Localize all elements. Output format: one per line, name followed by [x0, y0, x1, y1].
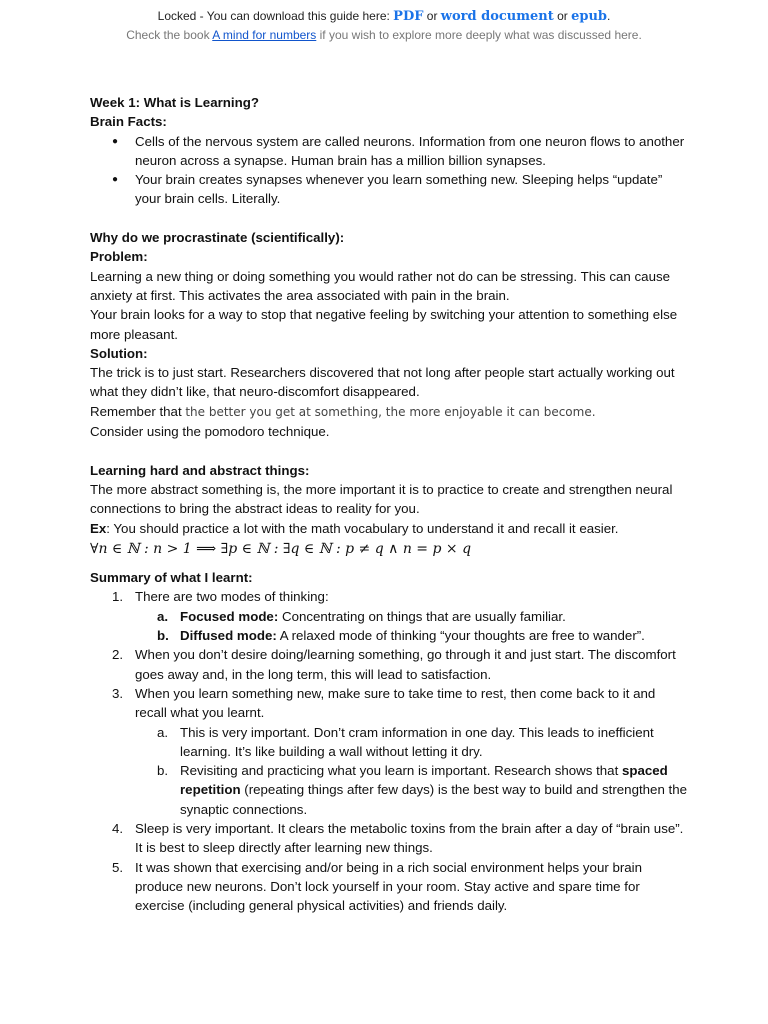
focused-mode-text: Concentrating on things that are usually familiar. [278, 608, 566, 624]
list-item-text: Sleep is very important. It clears the metabolic toxins from the brain after a day of “brain use”. It is best to sleep directly after learning new things. [135, 820, 684, 856]
or-text: or [553, 9, 572, 23]
solution-paragraph: The trick is to just start. Researchers discovered that not long after people start actually working out what they didn’t like, that neuro-discomfort disappeared. [90, 365, 675, 400]
sub-list-item [135, 626, 690, 645]
book-prefix: Check the book [126, 28, 213, 42]
example-line [90, 519, 690, 538]
pdf-link[interactable]: PDF [393, 9, 424, 24]
list-marker: a. [157, 608, 169, 624]
focused-mode-label: Focused mode: [180, 608, 279, 624]
list-marker: 2. [112, 647, 124, 663]
sub-list-item [135, 607, 690, 626]
sub-list-item [135, 761, 690, 819]
week-title: Week 1: What is Learning? [90, 95, 259, 110]
abstract-heading: Learning hard and abstract things: [90, 462, 310, 478]
sub-list [135, 607, 690, 646]
remember-prefix: Remember that [90, 403, 186, 419]
list-marker: 3. [112, 685, 124, 701]
list-item: ● Cells of the nervous system are called neurons. Information from one neuron flows to another neuron across a synapse. Human brain has a million billion synapses. [90, 132, 690, 171]
math-formula: ∀n ∈ ℕ : n > 1 ⟹ ∃p ∈ ℕ : ∃q ∈ ℕ : p ≠ q ∧ n = p × q [90, 540, 472, 557]
sub-list [135, 723, 690, 819]
problem-paragraph-2: Your brain looks for a way to stop that negative feeling by switching your attention to something else more pleasant. [90, 307, 678, 342]
summary-list [90, 587, 690, 915]
remember-quote: the better you get at something, the more enjoyable it can become. [185, 404, 596, 419]
problem-heading: Problem: [90, 249, 148, 265]
list-item [90, 684, 690, 819]
epub-link[interactable]: epub [571, 9, 607, 24]
remember-line [90, 402, 690, 422]
or-text: or [423, 9, 441, 23]
brain-facts-heading: Brain Facts: [90, 114, 167, 130]
list-marker: a. [157, 724, 169, 740]
list-marker: 1. [112, 589, 124, 605]
list-item [90, 587, 690, 645]
abstract-paragraph: The more abstract something is, the more important it is to practice to create and strengthen neural connections to bring the abstract ideas to reality for you. [90, 481, 673, 517]
list-item [90, 819, 690, 858]
list-item-text: It was shown that exercising and/or being in a rich social environment helps your brain produce new neurons. Don’t lock yourself in your room. Stay active and spare time for exercise (including general physical activities) and friends daily. [135, 859, 643, 914]
book-suffix: if you wish to explore more deeply what was discussed here. [316, 28, 642, 42]
example-text: : You should practice a lot with the math vocabulary to understand it and recall it easier. [106, 520, 619, 536]
period: . [606, 9, 611, 23]
example-label: Ex [90, 520, 107, 536]
book-link[interactable]: A mind for numbers [212, 28, 317, 42]
spaced-repetition-term: spaced repetition [180, 763, 668, 798]
sub-list-item [135, 723, 690, 762]
pomodoro-line: Consider using the pomodoro technique. [90, 424, 330, 440]
document-body [90, 93, 690, 915]
book-line [0, 26, 768, 44]
list-marker: b. [157, 763, 169, 779]
list-item [90, 645, 690, 684]
diffused-mode-text: A relaxed mode of thinking “your thoughts are free to wander”. [276, 628, 645, 644]
sub-list-item-text: Revisiting and practicing what you learn is important. Research shows that [180, 763, 622, 779]
summary-heading: Summary of what I learnt: [90, 570, 253, 586]
solution-heading: Solution: [90, 345, 148, 361]
diffused-mode-label: Diffused mode: [180, 628, 277, 644]
problem-paragraph-1: Learning a new thing or doing something you would rather not do can be stressing. This can cause anxiety at first. This activates the area associated with pain in the brain. [90, 268, 671, 303]
sub-list-item-text: (repeating things after few days) is the best way to build and strengthen the synaptic connections. [180, 782, 688, 817]
list-item-text: When you learn something new, make sure to take time to rest, then come back to it and recall what you learnt. [135, 685, 656, 721]
list-item-text: There are two modes of thinking: [135, 589, 329, 605]
brain-facts-list [90, 132, 690, 209]
list-item [90, 858, 690, 916]
list-item-text: When you don’t desire doing/learning something, go through it and just start. The discomfort goes away and, in the long term, this will lead to satisfaction. [135, 647, 676, 682]
list-item: ● Your brain creates synapses whenever you learn something new. Sleeping helps “update” your brain cells. Literally. [90, 170, 690, 209]
download-line [0, 7, 768, 26]
sub-list-item-text: This is very important. Don’t cram information in one day. This leads to inefficient learning. It’s like building a wall without letting it dry. [180, 724, 654, 759]
list-marker: 5. [112, 859, 124, 875]
word-document-link[interactable]: word document [440, 9, 554, 24]
list-marker: b. [157, 628, 169, 644]
download-prefix: Locked - You can download this guide here: [157, 9, 394, 23]
procrastinate-heading: Why do we procrastinate (scientifically): [90, 230, 345, 246]
download-header [0, 7, 768, 44]
list-marker: 4. [112, 820, 124, 836]
